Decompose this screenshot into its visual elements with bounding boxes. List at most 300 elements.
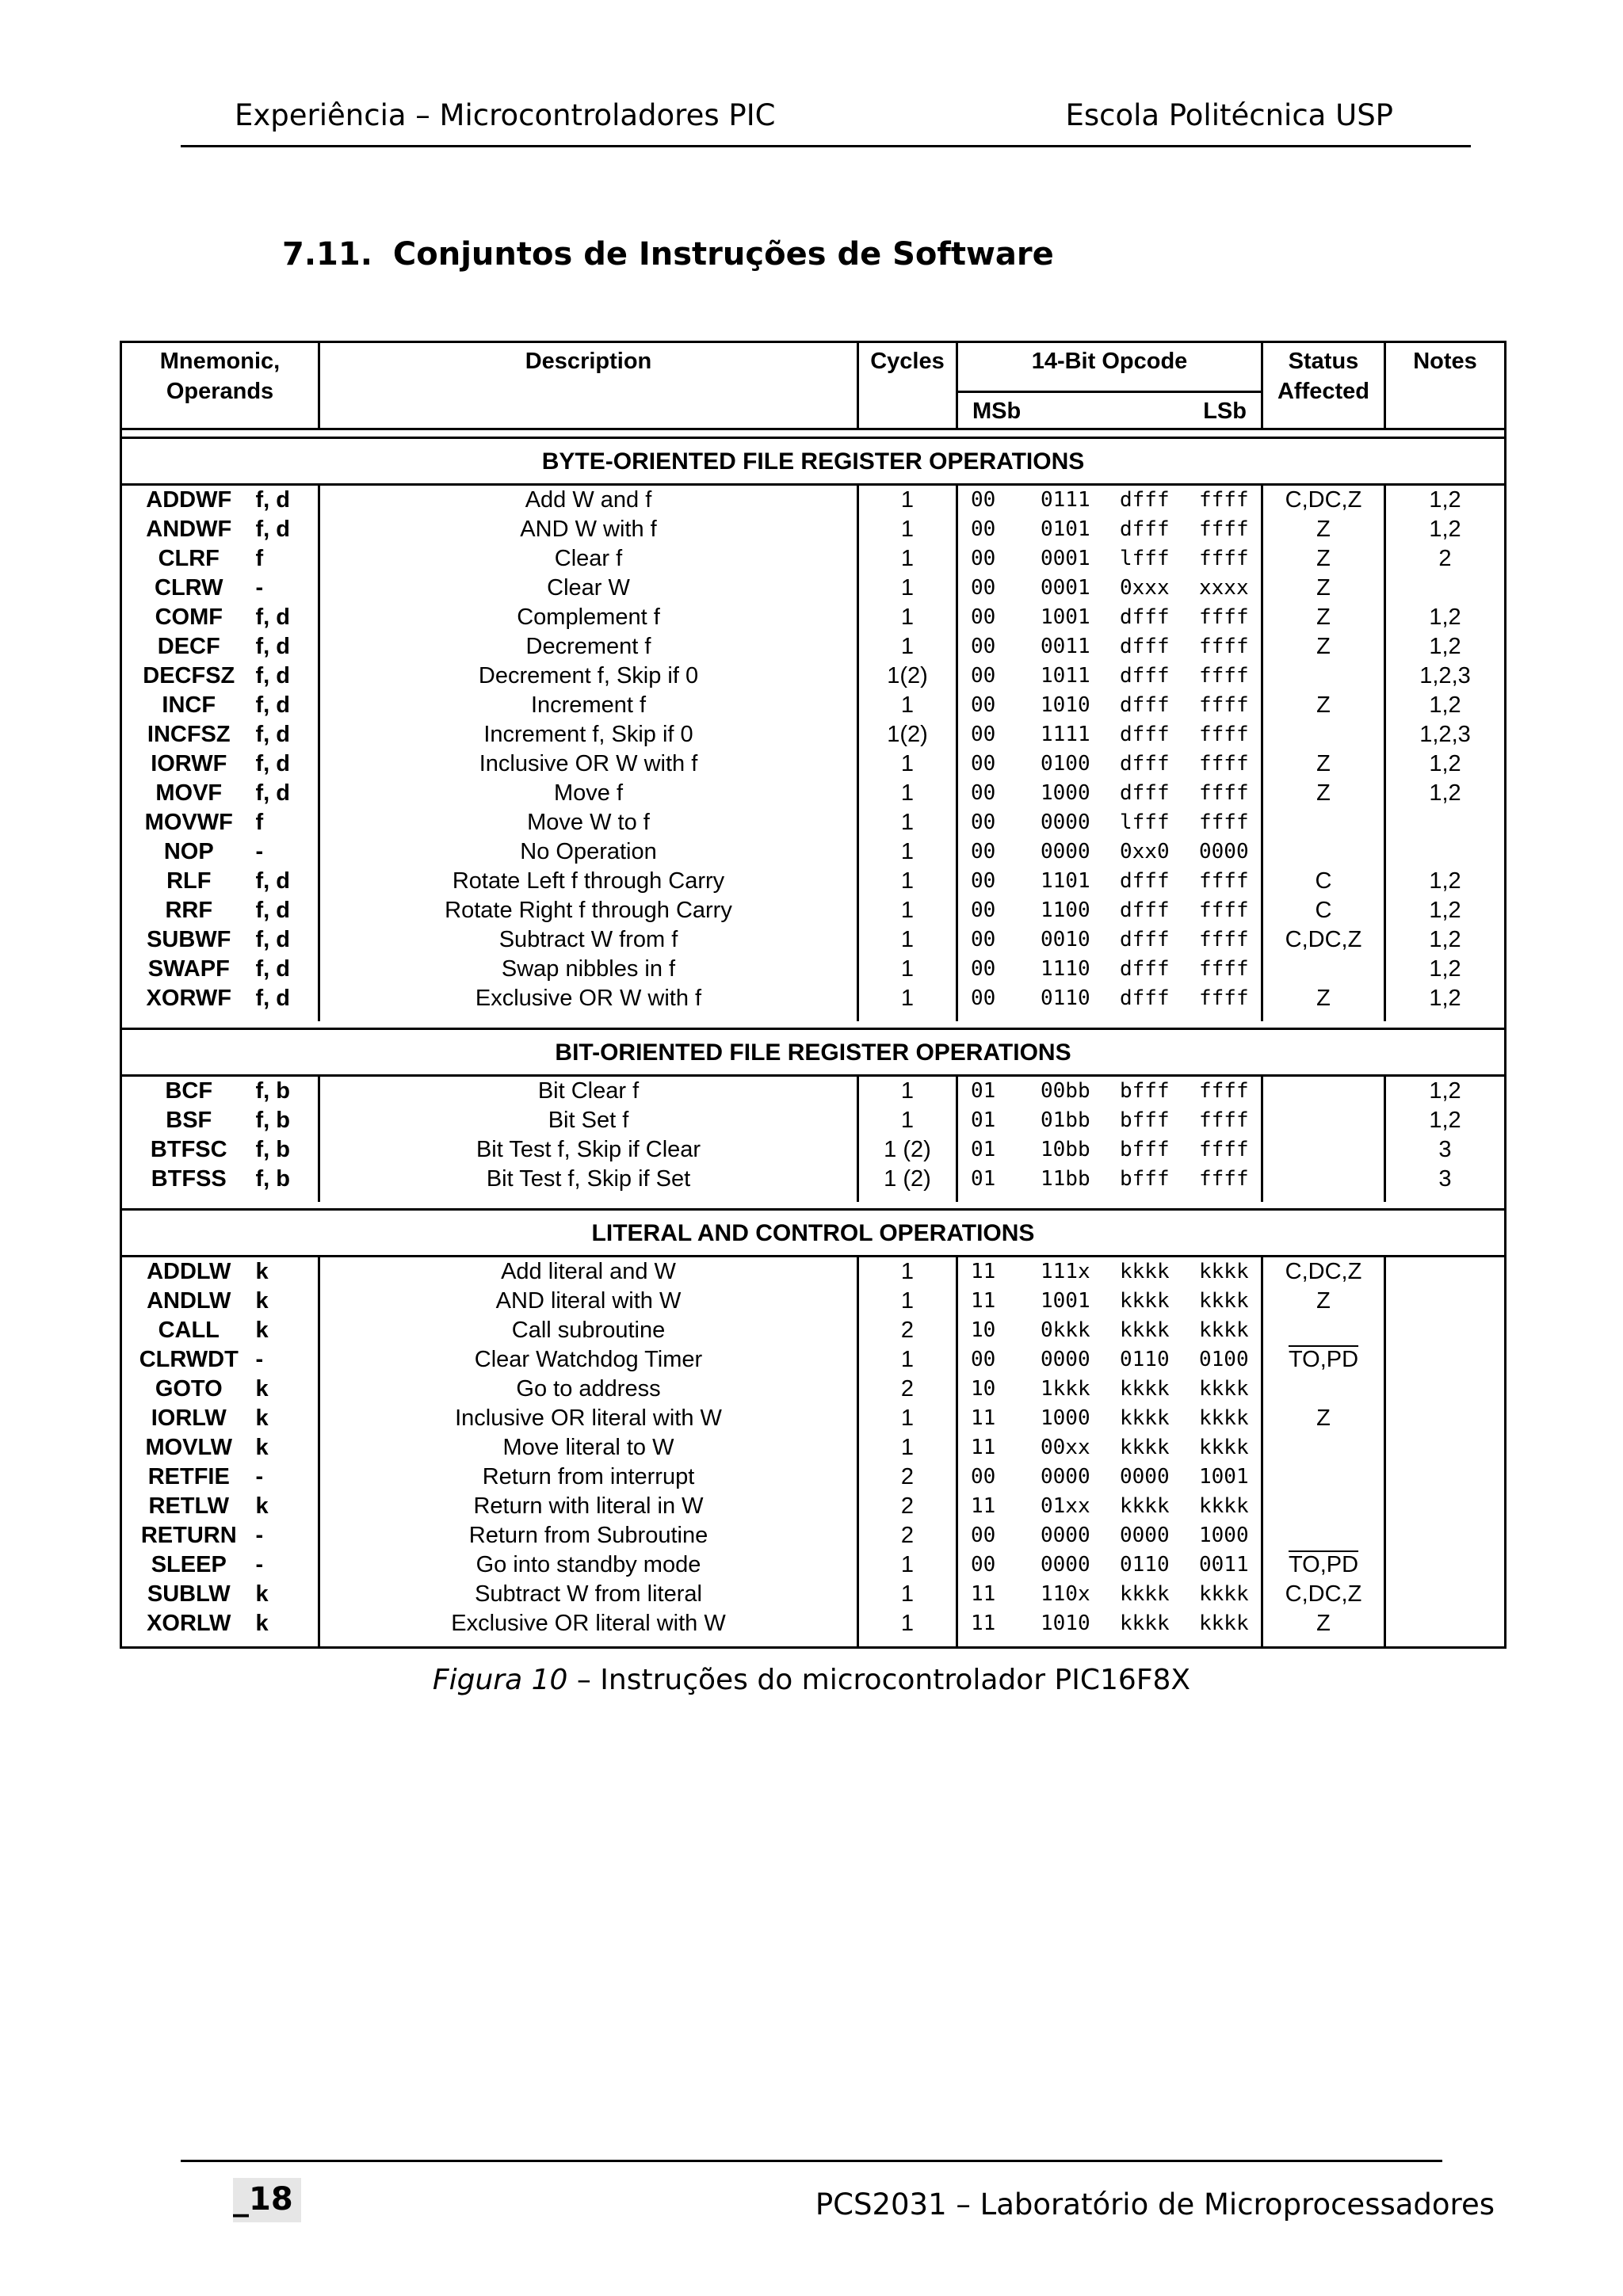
mnemonic-cell: SUBLW — [121, 1580, 256, 1609]
opcode-field: 11 — [971, 1611, 996, 1635]
status-value: Z — [1316, 1288, 1331, 1314]
status-cell — [1262, 1287, 1385, 1316]
header-mnemonic-operands — [121, 342, 319, 429]
opcode-field: ffff — [1199, 1079, 1249, 1103]
cycles-cell: 1 — [858, 1345, 957, 1375]
opcode-cell — [957, 1165, 1262, 1202]
operands-cell: k — [255, 1435, 269, 1460]
opcode-field: lfff — [1120, 810, 1170, 834]
description-cell: Exclusive OR literal with W — [319, 1609, 858, 1648]
status-value: Z — [1316, 751, 1331, 776]
cycles-cell: 1(2) — [858, 662, 957, 691]
opcode-field: dfff — [1120, 898, 1170, 922]
table-row — [121, 515, 1506, 544]
opcode-field: ffff — [1199, 928, 1249, 952]
opcode-fields — [958, 1165, 1261, 1194]
notes-cell: 2 — [1385, 544, 1506, 574]
notes-cell: 1,2 — [1385, 1106, 1506, 1135]
opcode-field: 0001 — [1041, 576, 1090, 600]
status-cell — [1262, 720, 1385, 749]
mnemonic-cell: XORLW — [121, 1609, 256, 1648]
caption-label: Figura 10 — [432, 1664, 568, 1696]
opcode-fields — [958, 515, 1261, 544]
section-gap — [121, 429, 1506, 438]
gap-cell — [121, 429, 1506, 438]
table-row — [121, 485, 1506, 516]
opcode-cell — [957, 984, 1262, 1021]
opcode-fields — [958, 779, 1261, 808]
cycles-cell: 1 (2) — [858, 1135, 957, 1165]
opcode-field: 00 — [971, 605, 996, 629]
opcode-field: xxxx — [1199, 576, 1249, 600]
opcode-field: 0000 — [1120, 1524, 1170, 1547]
description-cell: Clear f — [319, 544, 858, 574]
mnemonic-cell: ANDLW — [121, 1287, 256, 1316]
table-row — [121, 837, 1506, 867]
header-mnemonic: Mnemonic, — [159, 349, 281, 374]
table-row — [121, 1287, 1506, 1316]
table-row — [121, 691, 1506, 720]
opcode-field: ffff — [1199, 693, 1249, 717]
operands-cell: k — [255, 1288, 269, 1314]
description-cell: Decrement f — [319, 632, 858, 662]
status-value: Z — [1316, 517, 1331, 542]
cycles-cell: 1 — [858, 1580, 957, 1609]
table-row — [121, 662, 1506, 691]
opcode-field: 00 — [971, 576, 996, 600]
opcode-field: 00 — [971, 488, 996, 512]
opcode-fields — [958, 1316, 1261, 1345]
opcode-field: 01 — [971, 1138, 996, 1161]
opcode-field: 01xx — [1041, 1494, 1090, 1518]
operands-cell: f, d — [255, 517, 290, 542]
description-cell: Bit Set f — [319, 1106, 858, 1135]
cycles-cell: 2 — [858, 1521, 957, 1550]
status-cell — [1262, 544, 1385, 574]
status-cell — [1262, 1375, 1385, 1404]
section-header-row — [121, 438, 1506, 485]
mnemonic-cell: CALL — [121, 1316, 256, 1345]
status-cell — [1262, 867, 1385, 896]
notes-cell: 1,2 — [1385, 632, 1506, 662]
opcode-field: 01 — [971, 1079, 996, 1103]
section-header-row — [121, 1029, 1506, 1076]
opcode-fields — [958, 984, 1261, 1013]
cycles-cell: 1 — [858, 984, 957, 1021]
operands-cell: f — [255, 546, 264, 571]
opcode-fields — [958, 837, 1261, 867]
status-value: C — [1315, 898, 1332, 923]
opcode-field: 1000 — [1041, 781, 1090, 805]
status-value: C,DC,Z — [1285, 1581, 1362, 1607]
description-cell: Go to address — [319, 1375, 858, 1404]
opcode-field: ffff — [1199, 957, 1249, 981]
opcode-cell — [957, 1463, 1262, 1492]
opcode-field: 0110 — [1041, 986, 1090, 1010]
opcode-field: 0101 — [1041, 517, 1090, 541]
status-value: Z — [1316, 1405, 1331, 1431]
status-value: Z — [1316, 634, 1331, 659]
description-cell: Increment f, Skip if 0 — [319, 720, 858, 749]
opcode-field: 1000 — [1041, 1406, 1090, 1430]
status-cell — [1262, 691, 1385, 720]
operands-cell: f — [255, 810, 264, 835]
caption-text: – Instruções do microcontrolador PIC16F8X — [567, 1664, 1191, 1696]
opcode-field: dfff — [1120, 986, 1170, 1010]
opcode-field: 00 — [971, 723, 996, 746]
opcode-fields — [958, 1463, 1261, 1492]
notes-cell — [1385, 837, 1506, 867]
description-cell: AND W with f — [319, 515, 858, 544]
description-cell: Add literal and W — [319, 1257, 858, 1287]
opcode-field: kkkk — [1199, 1611, 1249, 1635]
page-number: _18 — [233, 2178, 301, 2222]
description-cell: Add W and f — [319, 485, 858, 516]
table-row — [121, 896, 1506, 925]
mnemonic-cell: SLEEP — [121, 1550, 256, 1580]
opcode-fields — [958, 1135, 1261, 1165]
status-cell — [1262, 1550, 1385, 1580]
opcode-fields — [958, 1433, 1261, 1463]
notes-cell — [1385, 1580, 1506, 1609]
description-cell: Bit Test f, Skip if Set — [319, 1165, 858, 1202]
notes-cell: 1,2 — [1385, 691, 1506, 720]
description-cell: Rotate Right f through Carry — [319, 896, 858, 925]
opcode-field: ffff — [1199, 635, 1249, 658]
cycles-cell: 1 — [858, 1257, 957, 1287]
mnemonic-cell: RETURN — [121, 1521, 256, 1550]
opcode-field: kkkk — [1120, 1318, 1170, 1342]
status-cell — [1262, 779, 1385, 808]
mnemonic-cell: DECF — [121, 632, 256, 662]
opcode-field: 10 — [971, 1318, 996, 1342]
opcode-field: kkkk — [1120, 1260, 1170, 1283]
opcode-cell — [957, 808, 1262, 837]
opcode-field: 00 — [971, 840, 996, 864]
description-cell: Return from interrupt — [319, 1463, 858, 1492]
status-cell — [1262, 1316, 1385, 1345]
opcode-fields — [958, 603, 1261, 632]
opcode-field: dfff — [1120, 957, 1170, 981]
opcode-field: 00 — [971, 693, 996, 717]
opcode-field: kkkk — [1120, 1436, 1170, 1459]
opcode-fields — [958, 896, 1261, 925]
opcode-cell — [957, 485, 1262, 516]
cycles-cell: 2 — [858, 1463, 957, 1492]
opcode-field: dfff — [1120, 693, 1170, 717]
opcode-field: 0000 — [1041, 1553, 1090, 1577]
table-row — [121, 1404, 1506, 1433]
mnemonic-cell: RETLW — [121, 1492, 256, 1521]
notes-cell — [1385, 1257, 1506, 1287]
opcode-field: 00 — [971, 1348, 996, 1371]
notes-cell — [1385, 1345, 1506, 1375]
opcode-field: kkkk — [1199, 1436, 1249, 1459]
notes-cell — [1385, 1463, 1506, 1492]
operands-cell: - — [255, 1464, 264, 1489]
operands-cell: k — [255, 1318, 269, 1343]
operands-cell: f, d — [255, 605, 290, 630]
opcode-field: 10bb — [1041, 1138, 1090, 1161]
operands-cell: f, b — [255, 1078, 290, 1104]
opcode-field: 0000 — [1041, 1465, 1090, 1489]
description-cell: Clear W — [319, 574, 858, 603]
opcode-field: 1100 — [1041, 898, 1090, 922]
mnemonic-cell: MOVLW — [121, 1433, 256, 1463]
operands-cell: - — [255, 839, 264, 864]
operands-cell: f, d — [255, 986, 290, 1011]
opcode-field: 10 — [971, 1377, 996, 1401]
operands-cell: k — [255, 1376, 269, 1402]
header-description: Description — [319, 342, 858, 429]
opcode-fields — [958, 1580, 1261, 1609]
opcode-field: 0110 — [1120, 1553, 1170, 1577]
opcode-field: ffff — [1199, 1167, 1249, 1191]
figure-caption — [0, 1664, 1623, 1696]
cycles-cell: 2 — [858, 1492, 957, 1521]
status-cell — [1262, 1463, 1385, 1492]
operands-cell: k — [255, 1405, 269, 1431]
status-value: Z — [1316, 692, 1331, 718]
description-cell: Decrement f, Skip if 0 — [319, 662, 858, 691]
status-value: C,DC,Z — [1285, 487, 1362, 513]
notes-cell: 1,2 — [1385, 1076, 1506, 1107]
opcode-field: 00 — [971, 1553, 996, 1577]
table-row — [121, 1076, 1506, 1107]
status-cell — [1262, 925, 1385, 955]
opcode-cell — [957, 1287, 1262, 1316]
opcode-fields — [958, 1609, 1261, 1638]
notes-cell — [1385, 1316, 1506, 1345]
status-cell — [1262, 955, 1385, 984]
notes-cell: 1,2 — [1385, 515, 1506, 544]
opcode-field: 0010 — [1041, 928, 1090, 952]
cycles-cell: 1 — [858, 485, 957, 516]
table-row — [121, 1550, 1506, 1580]
notes-cell — [1385, 1492, 1506, 1521]
opcode-cell — [957, 1580, 1262, 1609]
opcode-cell — [957, 574, 1262, 603]
cycles-cell: 2 — [858, 1316, 957, 1345]
description-cell: Swap nibbles in f — [319, 955, 858, 984]
opcode-fields — [958, 632, 1261, 662]
status-cell — [1262, 1345, 1385, 1375]
operands-cell: - — [255, 1347, 264, 1372]
status-value: Z — [1316, 605, 1331, 630]
opcode-cell — [957, 867, 1262, 896]
mnemonic-cell: INCFSZ — [121, 720, 256, 749]
opcode-field: 1001 — [1041, 1289, 1090, 1313]
notes-cell — [1385, 1609, 1506, 1648]
opcode-field: 0000 — [1041, 1348, 1090, 1371]
opcode-field: 0100 — [1199, 1348, 1249, 1371]
mnemonic-cell: RLF — [121, 867, 256, 896]
status-cell — [1262, 515, 1385, 544]
opcode-fields — [958, 867, 1261, 896]
opcode-fields — [958, 544, 1261, 574]
header-opcode-bits — [957, 392, 1262, 429]
opcode-cell — [957, 1433, 1262, 1463]
mnemonic-cell: COMF — [121, 603, 256, 632]
opcode-field: 00 — [971, 898, 996, 922]
opcode-cell — [957, 896, 1262, 925]
opcode-field: 00 — [971, 869, 996, 893]
opcode-field: 11 — [971, 1406, 996, 1430]
opcode-fields — [958, 1257, 1261, 1287]
opcode-fields — [958, 574, 1261, 603]
opcode-fields — [958, 1550, 1261, 1580]
notes-cell — [1385, 1287, 1506, 1316]
mnemonic-cell: ADDWF — [121, 485, 256, 516]
opcode-fields — [958, 1287, 1261, 1316]
opcode-fields — [958, 1345, 1261, 1375]
instruction-table — [120, 341, 1507, 1649]
opcode-cell — [957, 632, 1262, 662]
cycles-cell: 2 — [858, 1375, 957, 1404]
section-gap — [121, 1202, 1506, 1210]
opcode-field: ffff — [1199, 664, 1249, 688]
cycles-cell: 1 — [858, 1106, 957, 1135]
opcode-field: 01 — [971, 1108, 996, 1132]
operands-cell: k — [255, 1493, 269, 1519]
status-cell — [1262, 1492, 1385, 1521]
opcode-cell — [957, 603, 1262, 632]
section-header: BIT-ORIENTED FILE REGISTER OPERATIONS — [121, 1029, 1506, 1076]
table-row — [121, 632, 1506, 662]
section-header: BYTE-ORIENTED FILE REGISTER OPERATIONS — [121, 438, 1506, 485]
opcode-cell — [957, 1609, 1262, 1648]
opcode-field: kkkk — [1199, 1377, 1249, 1401]
mnemonic-cell: DECFSZ — [121, 662, 256, 691]
opcode-cell — [957, 515, 1262, 544]
opcode-field: kkkk — [1120, 1494, 1170, 1518]
table-row — [121, 1106, 1506, 1135]
opcode-fields — [958, 925, 1261, 955]
opcode-cell — [957, 955, 1262, 984]
table-row — [121, 1135, 1506, 1165]
operands-cell: f, d — [255, 956, 290, 982]
opcode-field: 00 — [971, 752, 996, 776]
opcode-field: 0001 — [1041, 547, 1090, 570]
status-cell — [1262, 896, 1385, 925]
opcode-cell — [957, 544, 1262, 574]
notes-cell: 1,2 — [1385, 955, 1506, 984]
instruction-table-container — [120, 341, 1504, 1649]
opcode-field: 0000 — [1199, 840, 1249, 864]
opcode-cell — [957, 837, 1262, 867]
opcode-fields — [958, 808, 1261, 837]
mnemonic-cell: ANDWF — [121, 515, 256, 544]
opcode-field: bfff — [1120, 1167, 1170, 1191]
opcode-cell — [957, 691, 1262, 720]
status-value: TO,PD — [1288, 1347, 1359, 1372]
opcode-field: 00 — [971, 664, 996, 688]
opcode-field: 0100 — [1041, 752, 1090, 776]
description-cell: Move W to f — [319, 808, 858, 837]
opcode-field: 1001 — [1041, 605, 1090, 629]
operands-cell: k — [255, 1259, 269, 1284]
operands-cell: - — [255, 575, 264, 601]
opcode-field: 0110 — [1120, 1348, 1170, 1371]
opcode-field: dfff — [1120, 928, 1170, 952]
opcode-field: ffff — [1199, 752, 1249, 776]
opcode-field: 00 — [971, 1465, 996, 1489]
opcode-field: 11 — [971, 1436, 996, 1459]
notes-cell — [1385, 1550, 1506, 1580]
status-value: C — [1315, 868, 1332, 894]
opcode-field: ffff — [1199, 986, 1249, 1010]
description-cell: Move f — [319, 779, 858, 808]
operands-cell: f, d — [255, 692, 290, 718]
mnemonic-cell: IORWF — [121, 749, 256, 779]
opcode-field: dfff — [1120, 605, 1170, 629]
table-row — [121, 1492, 1506, 1521]
opcode-field: kkkk — [1199, 1289, 1249, 1313]
opcode-field: kkkk — [1199, 1582, 1249, 1606]
status-cell — [1262, 1106, 1385, 1135]
mnemonic-cell: BTFSS — [121, 1165, 256, 1202]
table-header — [121, 342, 1506, 429]
section-header: LITERAL AND CONTROL OPERATIONS — [121, 1210, 1506, 1257]
opcode-field: bfff — [1120, 1079, 1170, 1103]
cycles-cell: 1 — [858, 1076, 957, 1107]
opcode-field: 01bb — [1041, 1108, 1090, 1132]
header-cycles: Cycles — [858, 342, 957, 429]
cycles-cell: 1 — [858, 1287, 957, 1316]
cycles-cell: 1 — [858, 1433, 957, 1463]
status-value: Z — [1316, 575, 1331, 601]
mnemonic-cell: GOTO — [121, 1375, 256, 1404]
status-value: Z — [1316, 986, 1331, 1011]
opcode-fields — [958, 1404, 1261, 1433]
description-cell: AND literal with W — [319, 1287, 858, 1316]
cycles-cell: 1 — [858, 779, 957, 808]
cycles-cell: 1 (2) — [858, 1165, 957, 1202]
gap-cell — [121, 1202, 1506, 1210]
cycles-cell: 1 — [858, 867, 957, 896]
notes-cell: 3 — [1385, 1165, 1506, 1202]
status-cell — [1262, 1076, 1385, 1107]
opcode-fields — [958, 1077, 1261, 1106]
opcode-field: ffff — [1199, 547, 1249, 570]
operands-cell: f, b — [255, 1137, 290, 1162]
status-cell — [1262, 1165, 1385, 1202]
cycles-cell: 1 — [858, 691, 957, 720]
opcode-fields — [958, 691, 1261, 720]
opcode-field: 00 — [971, 810, 996, 834]
operands-cell: f, d — [255, 634, 290, 659]
mnemonic-cell: IORLW — [121, 1404, 256, 1433]
opcode-field: 1011 — [1041, 664, 1090, 688]
opcode-field: dfff — [1120, 664, 1170, 688]
cycles-cell: 1 — [858, 544, 957, 574]
description-cell: Increment f — [319, 691, 858, 720]
opcode-field: 0xxx — [1120, 576, 1170, 600]
opcode-cell — [957, 1106, 1262, 1135]
notes-cell — [1385, 808, 1506, 837]
cycles-cell: 1 — [858, 925, 957, 955]
header-status: Status — [1288, 349, 1359, 374]
opcode-field: 11bb — [1041, 1167, 1090, 1191]
table-row — [121, 779, 1506, 808]
table-row — [121, 925, 1506, 955]
operands-cell: f, d — [255, 751, 290, 776]
opcode-field: 00 — [971, 517, 996, 541]
notes-cell: 1,2,3 — [1385, 720, 1506, 749]
cycles-cell: 1 — [858, 749, 957, 779]
operands-cell: k — [255, 1581, 269, 1607]
opcode-field: dfff — [1120, 723, 1170, 746]
